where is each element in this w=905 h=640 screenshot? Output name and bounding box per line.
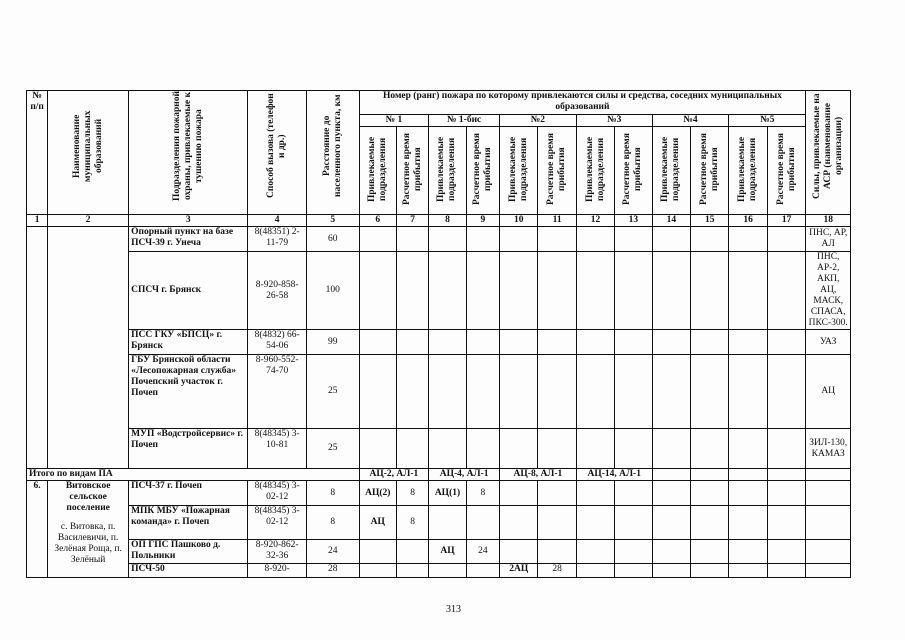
rank2-units <box>500 481 538 506</box>
header-sub-units <box>652 127 690 215</box>
asr-cell: ЗИЛ-130, КАМАЗ <box>806 429 851 469</box>
header-rank-1: № 1 <box>359 115 429 127</box>
distance-cell: 24 <box>306 540 359 564</box>
rank2-units <box>500 506 538 540</box>
rank1-time: 8 <box>396 481 428 506</box>
header-sub-units-text: Привлекаемые подразделения <box>366 136 388 202</box>
col-number: 10 <box>500 215 538 227</box>
header-rank-4: №4 <box>652 115 729 127</box>
unit-cell: ПСЧ-37 г. Почеп <box>129 481 248 506</box>
header-asr-text: Силы, привлекаемые на АСР (наименование организации) <box>811 93 844 199</box>
header-rank-2: №2 <box>500 115 577 127</box>
distance-cell: 28 <box>306 564 359 578</box>
col-number: 5 <box>306 215 359 227</box>
header-sub-time-text: Расчетное время прибытия <box>401 133 423 205</box>
header-call-method-text: Способ вызова (телефон и др.) <box>266 93 288 199</box>
header-sub-time <box>691 127 729 215</box>
phone-cell: 8(48351) 2-11-79 <box>248 227 307 252</box>
unit-cell: МУП «Водстройсервис» г. Почеп <box>129 429 248 469</box>
header-sub-time <box>767 127 806 215</box>
section-places: с. Витовка, п. Василевичи, п. Зелёная Роща, п. Зелёный <box>54 522 122 565</box>
phone-cell: 8(4832) 66-54-06 <box>248 330 307 355</box>
header-sub-units-text: Привлекаемые подразделения <box>737 136 759 202</box>
header-units-text: Подразделения пожарной охраны, привлекаемые к тушению пожара <box>171 91 204 201</box>
distance-cell: 25 <box>306 355 359 429</box>
rank1-units <box>359 564 396 578</box>
unit-cell: ГБУ Брянской области «Лесопожарная служба» Почепский участок г. Почеп <box>129 355 248 429</box>
distance-cell: 8 <box>306 481 359 506</box>
rank1-time <box>396 564 428 578</box>
header-sub-units-text: Привлекаемые подразделения <box>436 136 458 202</box>
total-rank-1bis: АЦ-4, АЛ-1 <box>429 469 500 481</box>
distance-cell: 25 <box>306 429 359 469</box>
rank1bis-time: 24 <box>466 540 499 564</box>
header-sub-time-text: Расчетное время прибытия <box>622 133 644 205</box>
header-num: № п/п <box>27 91 48 215</box>
asr-cell: ПНС, АР-2, АКП, АЦ, МАСК, СПАСА, ПКС-300. <box>806 252 851 330</box>
column-numbers-row <box>27 215 851 227</box>
rank2-time <box>538 540 576 564</box>
table-row <box>27 227 851 252</box>
header-rank-3: №3 <box>576 115 652 127</box>
col-number: 15 <box>691 215 729 227</box>
rank2-time <box>538 481 576 506</box>
table-row <box>27 564 851 578</box>
table-row <box>27 506 851 540</box>
col-number: 2 <box>48 215 129 227</box>
total-row <box>27 469 851 481</box>
phone-cell: 8(48345) 3-02-12 <box>248 506 307 540</box>
col-number: 3 <box>129 215 248 227</box>
rank2-units <box>500 540 538 564</box>
header-sub-units-text: Привлекаемые подразделения <box>660 136 682 202</box>
col-number: 18 <box>806 215 851 227</box>
header-sub-time-text: Расчетное время прибытия <box>546 133 568 205</box>
total-rank-3: АЦ-14, АЛ-1 <box>576 469 652 481</box>
header-call-method <box>248 91 307 215</box>
rank1-units: АЦ <box>359 506 396 540</box>
header-sub-time <box>538 127 576 215</box>
col-number: 1 <box>27 215 48 227</box>
col-number: 12 <box>576 215 614 227</box>
col-number: 17 <box>767 215 806 227</box>
header-sub-time-text: Расчетное время прибытия <box>775 133 797 205</box>
rank1-units: АЦ(2) <box>359 481 396 506</box>
rank2-time <box>538 506 576 540</box>
unit-cell: ПСЧ-50 <box>129 564 248 578</box>
table-row <box>27 429 851 469</box>
header-sub-units-text: Привлекаемые подразделения <box>507 136 529 202</box>
header-sub-units-text: Привлекаемые подразделения <box>584 136 606 202</box>
header-rank-5: №5 <box>729 115 806 127</box>
distance-cell: 8 <box>306 506 359 540</box>
rank1-units <box>359 540 396 564</box>
header-sub-time-text: Расчетное время прибытия <box>698 133 720 205</box>
asr-cell: УАЗ <box>806 330 851 355</box>
rank1bis-time <box>466 506 499 540</box>
page-number: 313 <box>446 604 461 615</box>
header-sub-time <box>396 127 428 215</box>
col-number: 6 <box>359 215 396 227</box>
rank1bis-units <box>429 506 466 540</box>
phone-cell: 8-920- <box>248 564 307 578</box>
header-asr <box>806 91 851 215</box>
unit-cell: ПСС ГКУ «БПСЦ» г. Брянск <box>129 330 248 355</box>
col-number: 11 <box>538 215 576 227</box>
header-sub-units <box>500 127 538 215</box>
header-sub-units <box>359 127 396 215</box>
rank1-time: 8 <box>396 506 428 540</box>
total-label: Итого по видам ПА <box>27 469 360 481</box>
col-number: 7 <box>396 215 428 227</box>
col-number: 13 <box>615 215 652 227</box>
rank1bis-time <box>466 564 499 578</box>
header-municipality-text: Наименование муниципальных образований <box>71 110 104 182</box>
unit-cell: Опорный пункт на базе ПСЧ-39 г. Унеча <box>129 227 248 252</box>
rank1bis-time: 8 <box>466 481 499 506</box>
phone-cell: 8(48345) 3-10-81 <box>248 429 307 469</box>
col-number: 14 <box>652 215 690 227</box>
col-number: 4 <box>248 215 307 227</box>
table-row <box>27 481 851 506</box>
unit-cell: МПК МБУ «Пожарная команда» г. Почеп <box>129 506 248 540</box>
rank2-units: 2АЦ <box>500 564 538 578</box>
rank2-time: 28 <box>538 564 576 578</box>
header-sub-units <box>576 127 614 215</box>
header-sub-units <box>729 127 767 215</box>
header-sub-time-text: Расчетное время прибытия <box>471 133 493 205</box>
table-row <box>27 540 851 564</box>
rank1bis-units: АЦ(1) <box>429 481 466 506</box>
header-distance <box>306 91 359 215</box>
distance-cell: 60 <box>306 227 359 252</box>
rank1bis-units: АЦ <box>429 540 466 564</box>
section-municipality <box>48 481 129 578</box>
unit-cell: ОП ГПС Пашково д. Польники <box>129 540 248 564</box>
header-sub-time <box>466 127 499 215</box>
phone-cell: 8(48345) 3-02-12 <box>248 481 307 506</box>
rank1bis-units <box>429 564 466 578</box>
header-units <box>129 91 248 215</box>
total-rank-2: АЦ-8, АЛ-1 <box>500 469 577 481</box>
col-number: 16 <box>729 215 767 227</box>
asr-cell: ПНС, АР, АЛ <box>806 227 851 252</box>
distance-cell: 99 <box>306 330 359 355</box>
header-rank-1bis: № 1-бис <box>429 115 500 127</box>
section-number: 6. <box>27 481 48 578</box>
table-row <box>27 330 851 355</box>
phone-cell: 8-960-552-74-70 <box>248 355 307 429</box>
header-rank-group: Номер (ранг) пожара по которому привлекаются силы и средства, соседних муниципальных образований <box>359 91 806 115</box>
total-rank-1: АЦ-2, АЛ-1 <box>359 469 429 481</box>
col-number: 9 <box>466 215 499 227</box>
section-name: Витовское сельское поселение <box>65 481 111 513</box>
unit-cell: СПСЧ г. Брянск <box>129 252 248 330</box>
rank1-time <box>396 540 428 564</box>
distance-cell: 100 <box>306 252 359 330</box>
header-distance-text: Расстояние до населенного пункта, км <box>321 94 343 198</box>
table-row <box>27 355 851 429</box>
table-row <box>27 252 851 330</box>
header-municipality <box>48 91 129 215</box>
fire-forces-table <box>26 90 851 578</box>
asr-cell: АЦ <box>806 355 851 429</box>
header-sub-time <box>615 127 652 215</box>
col-number: 8 <box>429 215 466 227</box>
phone-cell: 8-920-858-26-58 <box>248 252 307 330</box>
header-sub-units <box>429 127 466 215</box>
phone-cell: 8-920-862-32-36 <box>248 540 307 564</box>
